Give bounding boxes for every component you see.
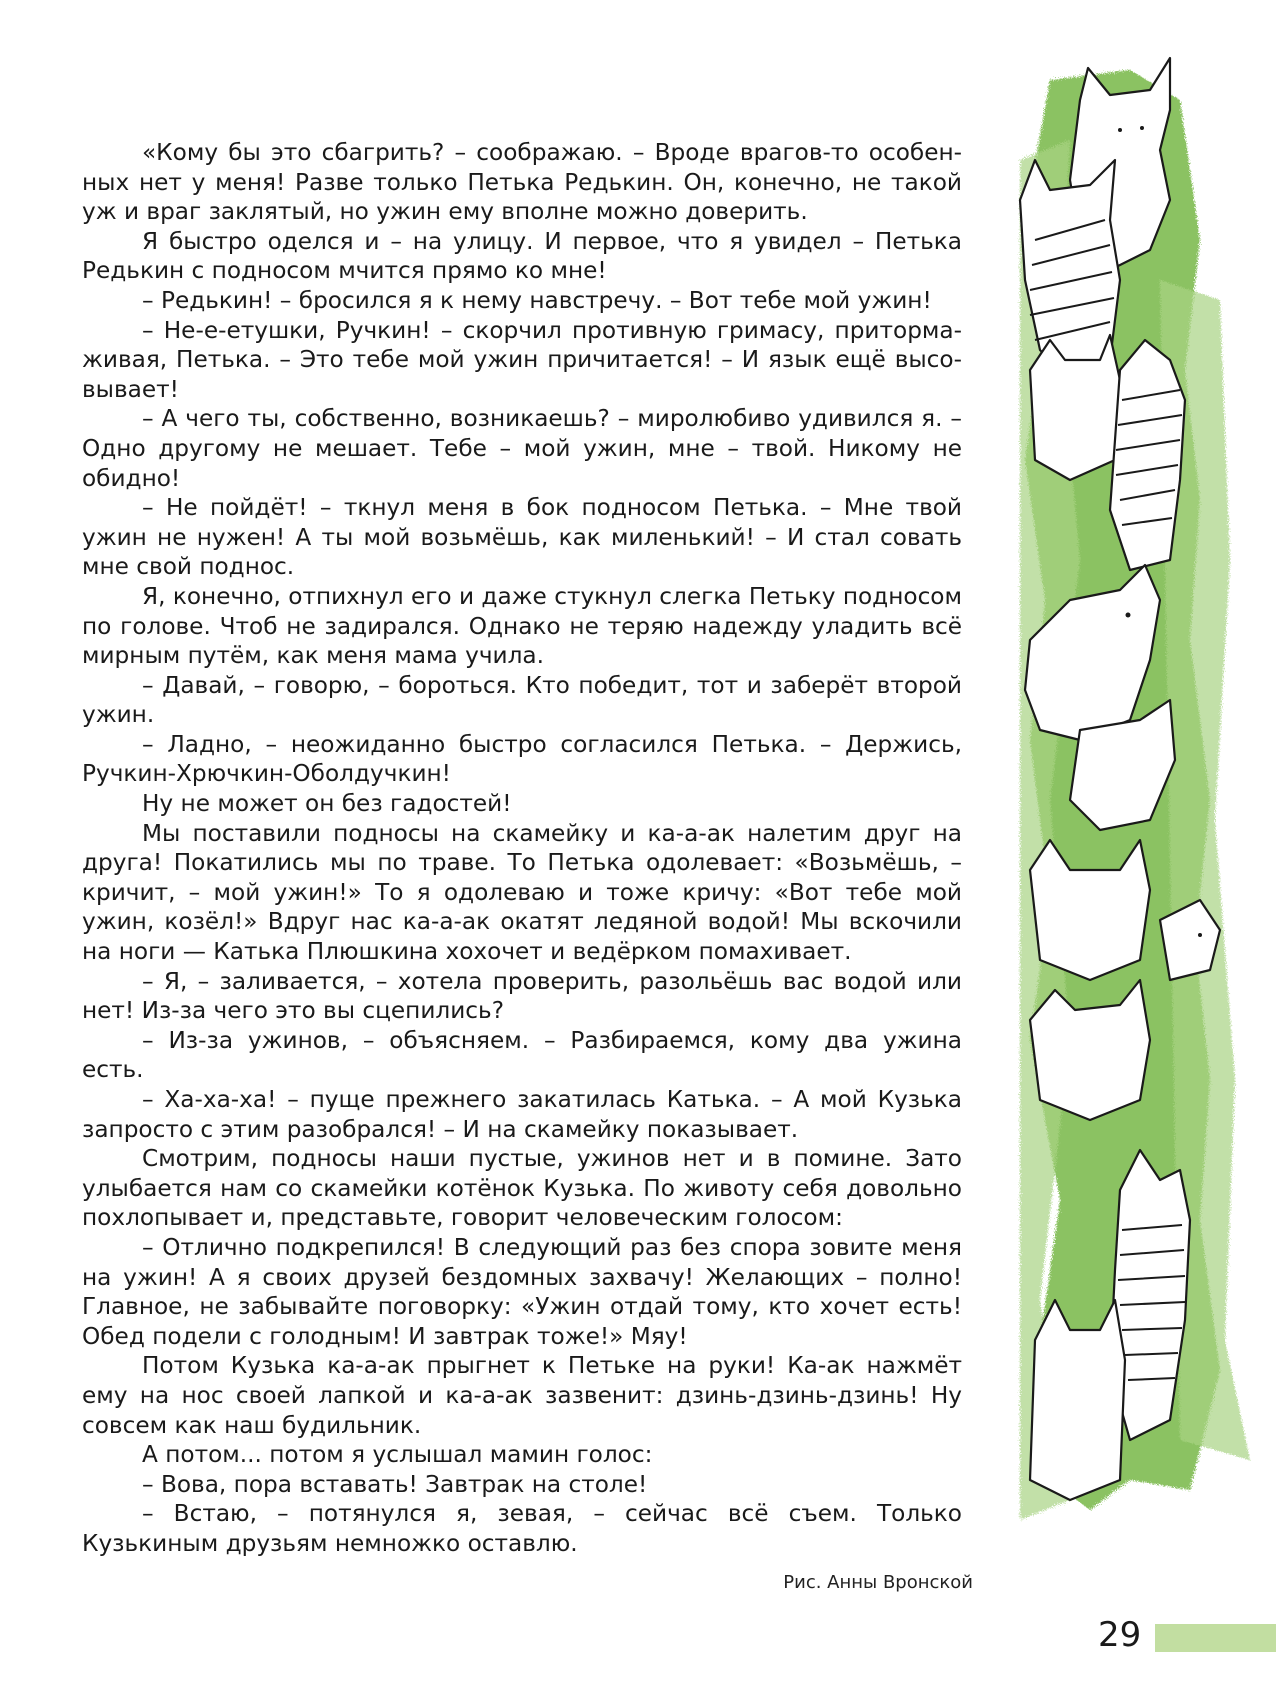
paragraph: – Вова, пора вставать! Завтрак на столе! xyxy=(142,1470,648,1498)
illustration-credit: Рис. Анны Вронской xyxy=(783,1572,973,1593)
paragraph: – А чего ты, собственно, возникаешь? – миролюбиво удивился я. – Одно другому не мешает. Тебе – мой ужин, мне – твой. Никому не обидно! xyxy=(82,405,962,492)
paragraph: – Не-е-етушки, Ручкин! – скорчил противную гримасу, притормаживая, Петька. – Это тебе мой ужин причитается! – И язык ещё высовывает! xyxy=(82,316,962,403)
paragraph: – Встаю, – потянулся я, зевая, – сейчас всё съем. Только Кузькиным друзьям немножко оставлю. xyxy=(82,1500,962,1557)
paragraph: – Не пойдёт! – ткнул меня в бок подносом Петька. – Мне твой ужин не нужен! А ты мой возьмёшь, как миленький! – И стал совать мне свой поднос. xyxy=(82,494,962,581)
paragraph: «Кому бы это сбагрить? – соображаю. – Вроде врагов-то особенных нет у меня! Разве только Петька Редькин. Он, конечно, не такой уж и враг заклятый, но ужин ему вполне можно доверить. xyxy=(82,139,962,226)
paragraph: – Я, – заливается, – хотела проверить, разольёшь вас водой или нет! Из-за чего это вы сцепились? xyxy=(82,967,962,1025)
paragraph: Я, конечно, отпихнул его и даже стукнул слегка Петьку подносом по голове. Чтоб не задирался. Однако не теряю надежду уладить всё мирным путём, как меня мама учила. xyxy=(82,582,962,670)
paragraph: Ну не может он без гадостей! xyxy=(142,790,512,818)
stacked-cats-dogs-illustration xyxy=(1010,40,1276,1610)
paragraph: Я быстро оделся и – на улицу. И первое, что я увидел – Петька Редькин с подносом мчится прямо ко мне! xyxy=(82,227,962,285)
paragraph: Смотрим, подносы наши пустые, ужинов нет и в помине. Зато улыбается нам со скамейки котёнок Кузька. По животу себя довольно похлопывает и, представьте, говорит человеческим голосом: xyxy=(82,1145,962,1232)
page-number: 29 xyxy=(1098,1615,1142,1655)
page-number-tab xyxy=(1155,1624,1276,1652)
paragraph: – Редькин! – бросился я к нему навстречу. – Вот тебе мой ужин! xyxy=(142,286,932,314)
paragraph: – Отлично подкрепился! В следующий раз без спора зовите меня на ужин! А я своих друзей бездомных захвачу! Желающих – полно! Главное, не забывайте поговорку: «Ужин отдай тому, кто хочет есть! Обед подели с голодным! И завтрак тоже!» Мяу! xyxy=(82,1233,962,1350)
paragraph: Мы поставили подносы на скамейку и ка-а-ак налетим друг на друга! Покатились мы по траве. То Петька одолевает: «Возьмёшь, – кричит, – мой ужин!» То я одолеваю и тоже кричу: «Вот тебе мой ужин, козёл!» Вдруг нас ка-а-ак окатят ледяной водой! Мы вскочили на ноги — Катька Плюшкина хохочет и ведёрком помахивает. xyxy=(82,819,962,966)
story-text xyxy=(82,138,962,1559)
paragraph: – Давай, – говорю, – бороться. Кто победит, тот и заберёт второй ужин. xyxy=(82,671,962,729)
paragraph: – Ладно, – неожиданно быстро согласился Петька. – Держись, Ручкин-Хрючкин-Оболдучкин! xyxy=(82,730,962,788)
paragraph: – Из-за ужинов, – объясняем. – Разбираемся, кому два ужина есть. xyxy=(82,1026,962,1084)
paragraph: А потом... потом я услышал мамин голос: xyxy=(142,1441,653,1469)
paragraph: Потом Кузька ка-а-ак прыгнет к Петьке на руки! Ка-ак нажмёт ему на нос своей лапкой и ка-а-ак зазвенит: дзинь-дзинь-дзинь! Ну совсем как наш будильник. xyxy=(82,1352,962,1439)
paragraph: – Ха-ха-ха! – пуще прежнего закатилась Катька. – А мой Кузька запросто с этим разобрался! – И на скамейку показывает. xyxy=(82,1086,962,1143)
